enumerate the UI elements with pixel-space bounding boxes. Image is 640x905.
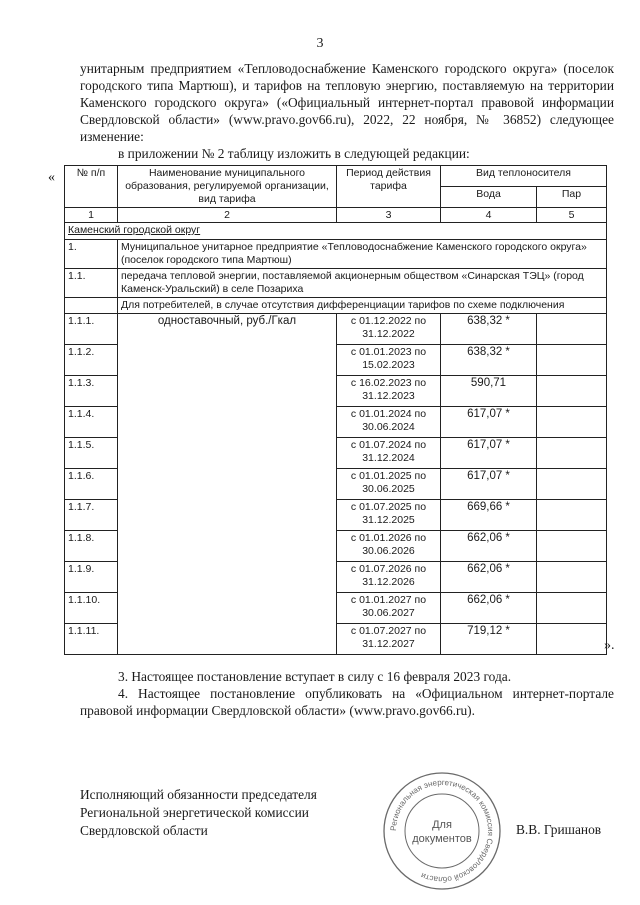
quote-close-mark: ». <box>604 638 615 653</box>
row-water: 662,06 * <box>441 531 537 562</box>
row-num: 1.1.8. <box>65 531 118 562</box>
row-period: с 01.01.2023 по 15.02.2023 <box>337 345 441 376</box>
row-period: с 01.07.2024 по 31.12.2024 <box>337 438 441 469</box>
row-steam <box>537 624 607 655</box>
signer-line-1: Исполняющий обязанности председателя <box>80 787 317 802</box>
row-period: с 01.01.2027 по 30.06.2027 <box>337 593 441 624</box>
row-num: 1.1.11. <box>65 624 118 655</box>
row-steam <box>537 376 607 407</box>
stamp-ring-text: Региональная энергетическая комиссия Свердловской области <box>388 777 496 885</box>
row-period: с 01.01.2024 по 30.06.2024 <box>337 407 441 438</box>
row-steam <box>537 593 607 624</box>
row-water: 638,32 * <box>441 345 537 376</box>
header-carrier: Вид теплоносителя <box>441 166 607 187</box>
row-period: с 01.07.2027 по 31.12.2027 <box>337 624 441 655</box>
row-period: с 16.02.2023 по 31.12.2023 <box>337 376 441 407</box>
row-water: 719,12 * <box>441 624 537 655</box>
header-period: Период действия тарифа <box>337 166 441 208</box>
org-num: 1. <box>65 240 118 269</box>
row-water: 617,07 * <box>441 407 537 438</box>
row-num: 1.1.2. <box>65 345 118 376</box>
row-num: 1.1.1. <box>65 314 118 345</box>
sub-num: 1.1. <box>65 269 118 298</box>
row-num: 1.1.3. <box>65 376 118 407</box>
sub-name: передача тепловой энергии, поставляемой акционерным обществом «Синарская ТЭЦ» (город Каменск-Уральский) в селе Позариха <box>118 269 607 298</box>
header-steam: Пар <box>537 187 607 208</box>
row-steam <box>537 345 607 376</box>
row-steam <box>537 407 607 438</box>
consumers-note: Для потребителей, в случае отсутствия дифференциации тарифов по схеме подключения <box>118 298 607 314</box>
quote-open-mark: « <box>48 170 55 185</box>
row-water: 662,06 * <box>441 593 537 624</box>
row-water: 638,32 * <box>441 314 537 345</box>
row-water: 617,07 * <box>441 469 537 500</box>
row-num: 1.1.6. <box>65 469 118 500</box>
tariff-unit: одноставочный, руб./Гкал <box>118 314 337 655</box>
org-name: Муниципальное унитарное предприятие «Тепловодоснабжение Каменского городского округа» (поселок городского типа Мартюш) <box>118 240 607 269</box>
row-period: с 01.07.2025 по 31.12.2025 <box>337 500 441 531</box>
col-number: 5 <box>537 208 607 223</box>
intro-paragraph: унитарным предприятием «Тепловодоснабжение Каменского городского округа» (поселок городского типа Мартюш), и тарифов на тепловую энергию, поставляемую на территории Каменского городского округа» («Официальный интернет-портал правовой информации Свердловской области» (www.pravo.gov66.ru), 2022, 22 ноября, № 36852) следующее изменение: <box>80 61 614 144</box>
outro-text <box>80 668 614 719</box>
header-num: № п/п <box>65 166 118 208</box>
col-number: 2 <box>118 208 337 223</box>
row-num: 1.1.5. <box>65 438 118 469</box>
col-number: 4 <box>441 208 537 223</box>
signer-block <box>80 786 317 840</box>
intro-instruction: в приложении № 2 таблицу изложить в следующей редакции: <box>118 146 470 161</box>
row-num: 1.1.4. <box>65 407 118 438</box>
stamp-text-1: Для <box>432 819 452 831</box>
signer-name: В.В. Гришанов <box>516 822 602 837</box>
row-water: 617,07 * <box>441 438 537 469</box>
signer-line-3: Свердловской области <box>80 823 208 838</box>
row-steam <box>537 438 607 469</box>
row-steam <box>537 531 607 562</box>
row-period: с 01.12.2022 по 31.12.2022 <box>337 314 441 345</box>
stamp-seal <box>372 770 512 892</box>
section-title: Каменский городской округ <box>65 223 607 240</box>
row-period: с 01.01.2026 по 30.06.2026 <box>337 531 441 562</box>
row-water: 669,66 * <box>441 500 537 531</box>
signer-line-2: Региональной энергетической комиссии <box>80 805 309 820</box>
row-water: 590,71 <box>441 376 537 407</box>
row-steam <box>537 500 607 531</box>
row-steam <box>537 562 607 593</box>
page-number: 3 <box>316 36 324 51</box>
row-num: 1.1.7. <box>65 500 118 531</box>
tariff-table <box>64 165 607 655</box>
item-4: 4. Настоящее постановление опубликовать на «Официальном интернет-портале правовой информации Свердловской области» (www.pravo.gov66.ru). <box>80 686 614 718</box>
stamp-text-2: документов <box>412 833 472 845</box>
row-steam <box>537 314 607 345</box>
header-name: Наименование муниципального образования, регулируемой организации, вид тарифа <box>118 166 337 208</box>
item-3: 3. Настоящее постановление вступает в силу с 16 февраля 2023 года. <box>118 669 512 684</box>
intro-text <box>80 60 614 162</box>
table-row <box>65 314 607 345</box>
row-steam <box>537 469 607 500</box>
col-number: 1 <box>65 208 118 223</box>
row-period: с 01.01.2025 по 30.06.2025 <box>337 469 441 500</box>
col-number: 3 <box>337 208 441 223</box>
row-period: с 01.07.2026 по 31.12.2026 <box>337 562 441 593</box>
header-water: Вода <box>441 187 537 208</box>
row-water: 662,06 * <box>441 562 537 593</box>
row-num: 1.1.9. <box>65 562 118 593</box>
row-num: 1.1.10. <box>65 593 118 624</box>
